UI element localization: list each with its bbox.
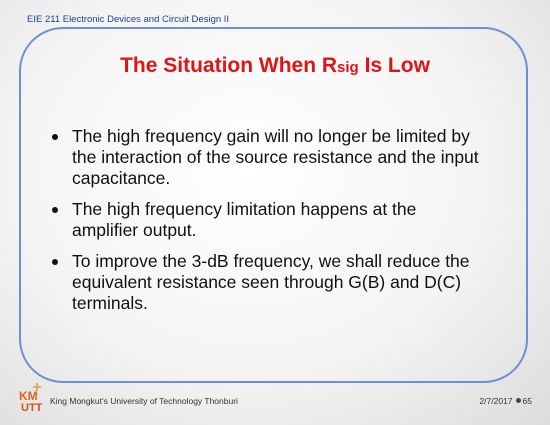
bullet-text: The high frequency gain will no longer be limited by the interaction of the source resistance and the input capacitance. (72, 126, 479, 188)
page-number: 65 (522, 396, 532, 406)
course-header: EIE 211 Electronic Devices and Circuit Design II (27, 14, 230, 25)
bullet-dot-icon (52, 259, 58, 265)
bullet-text: To improve the 3-dB frequency, we shall reduce the equivalent resistance seen through G(B) and D(C) terminals. (72, 251, 470, 313)
bullet-dot-icon (52, 207, 58, 213)
kmutt-logo-icon (18, 382, 44, 412)
title-subscript: sig (337, 59, 359, 76)
bullet-dot-icon (52, 134, 58, 140)
title-main: The Situation When R (120, 54, 338, 77)
bullet-item (50, 251, 480, 314)
slide-date: 2/7/2017 (479, 396, 513, 406)
bullet-text: The high frequency limitation happens at the amplifier output. (72, 199, 417, 240)
svg-text:UTT: UTT (21, 402, 43, 412)
separator-dot-icon (516, 398, 521, 403)
svg-text:KM: KM (19, 389, 38, 403)
bullet-item (50, 199, 480, 241)
bullet-item (50, 126, 480, 189)
slide-footer-meta (479, 396, 532, 406)
title-tail: Is Low (358, 54, 430, 77)
university-name: King Mongkut's University of Technology Thonburi (50, 396, 238, 406)
bullet-list (50, 126, 480, 324)
slide-title (0, 54, 550, 78)
